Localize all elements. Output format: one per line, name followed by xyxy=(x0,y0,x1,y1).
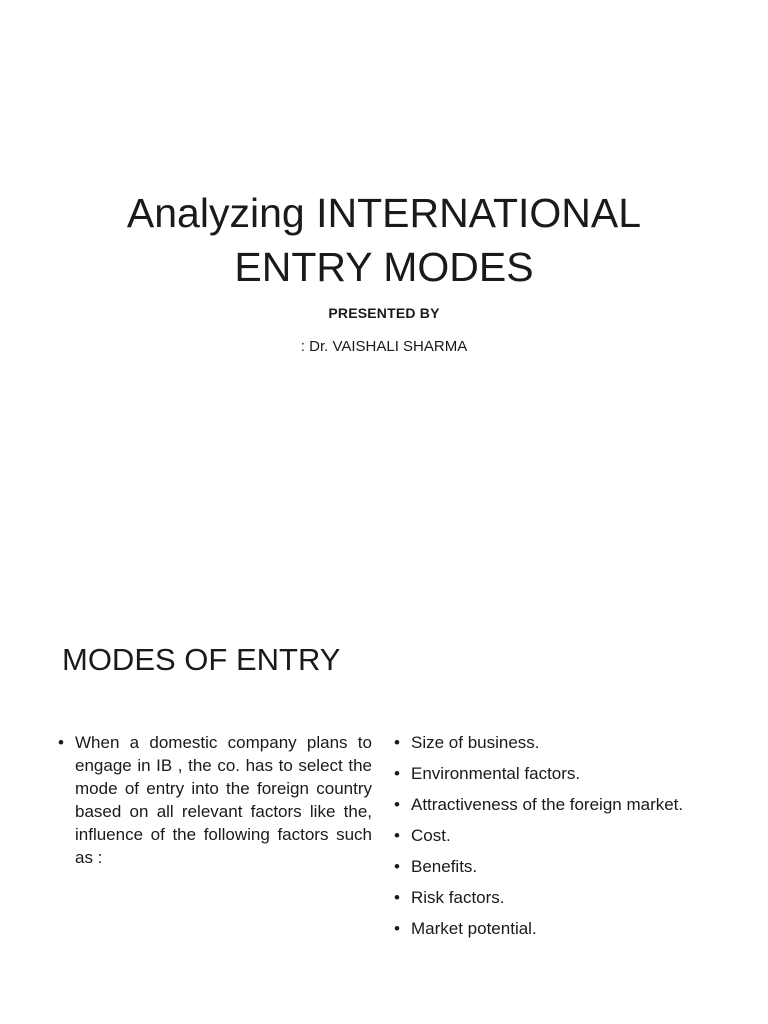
bullet-text: Environmental factors. xyxy=(411,764,581,783)
bullet-text: Market potential. xyxy=(411,919,537,938)
bullet-icon: • xyxy=(394,795,400,814)
presenter-name: : Dr. VAISHALI SHARMA xyxy=(300,338,468,355)
bullet-icon: • xyxy=(58,733,64,752)
section-heading: MODES OF ENTRY xyxy=(62,642,341,677)
bullet-icon: • xyxy=(394,764,400,783)
list-item xyxy=(394,917,694,940)
presentation-title xyxy=(0,186,768,294)
bullet-icon: • xyxy=(394,826,400,845)
list-item xyxy=(394,731,694,754)
title-line-1: Analyzing INTERNATIONAL xyxy=(126,190,642,236)
title-line-2: ENTRY MODES xyxy=(234,244,534,290)
list-item xyxy=(394,793,694,816)
list-item xyxy=(394,886,694,909)
bullet-text: Cost. xyxy=(411,826,451,845)
list-item xyxy=(58,731,372,869)
list-item xyxy=(394,762,694,785)
bullet-text: Attractiveness of the foreign market. xyxy=(411,795,684,814)
bullet-text: Risk factors. xyxy=(411,888,505,907)
left-bullet-list xyxy=(58,731,372,869)
bullet-text: When a domestic company plans to engage in IB , the co. has to select the mode of entry into the foreign country based on all relevant factors like the, influence of the following factors such as : xyxy=(75,733,372,867)
right-bullet-list xyxy=(394,731,694,948)
content-slide xyxy=(0,576,768,1024)
bullet-text: Size of business. xyxy=(411,733,540,752)
bullet-icon: • xyxy=(394,857,400,876)
bullet-icon: • xyxy=(394,733,400,752)
bullet-icon: • xyxy=(394,919,400,938)
presenter-label: PRESENTED BY xyxy=(328,305,440,321)
bullet-text: Benefits. xyxy=(411,857,478,876)
list-item xyxy=(394,824,694,847)
bullet-icon: • xyxy=(394,888,400,907)
list-item xyxy=(394,855,694,878)
